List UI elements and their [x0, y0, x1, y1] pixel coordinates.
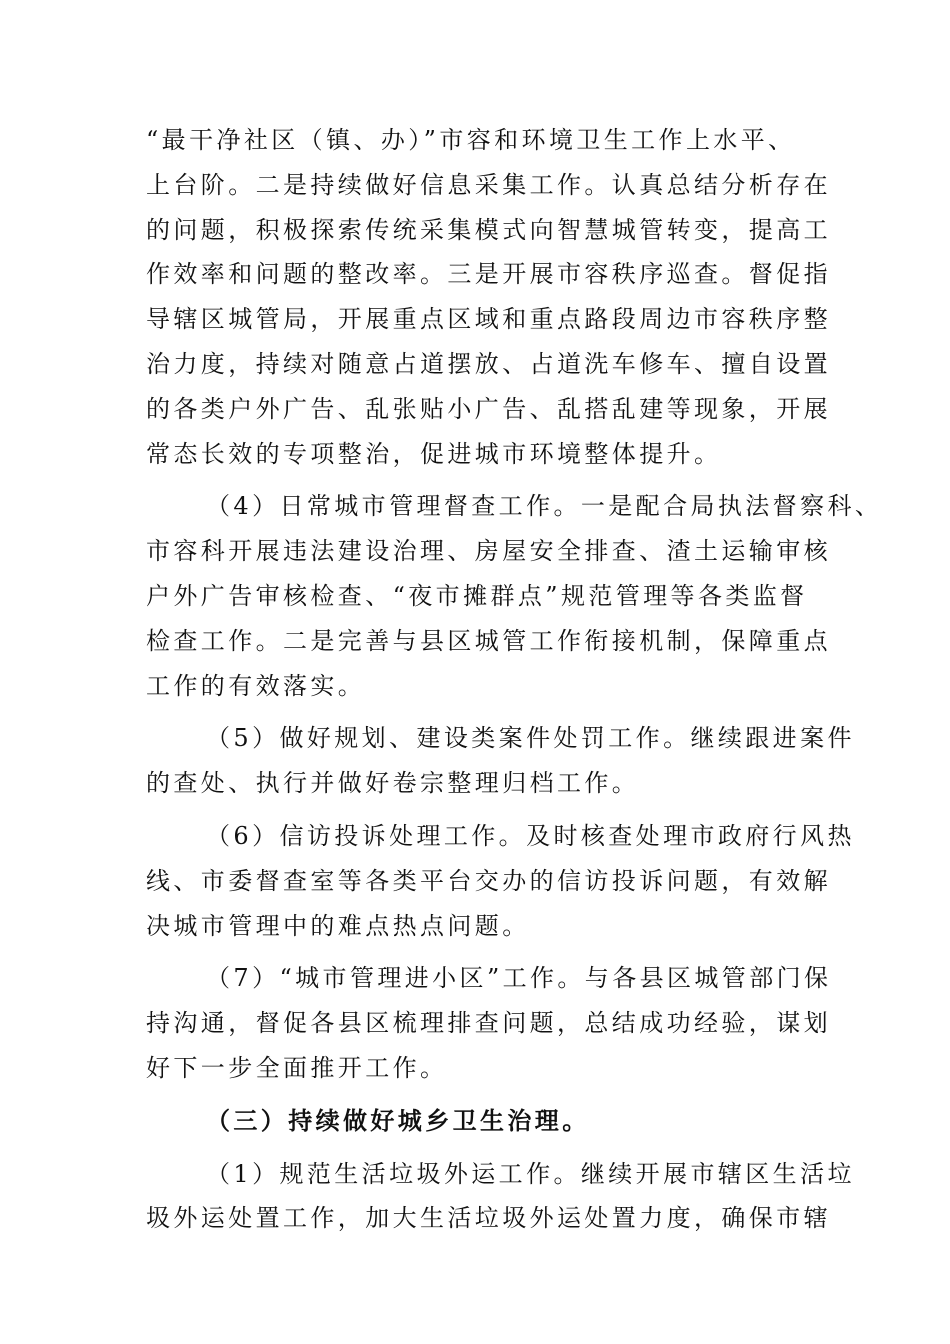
- text-line: 导辖区城管局，开展重点区域和重点路段周边市容秩序整: [146, 305, 831, 334]
- text-line: 检查工作。二是完善与县区城管工作衔接机制，保障重点: [146, 626, 831, 655]
- text-line: 户外广告审核检查、“夜市摊群点”规范管理等各类监督: [146, 581, 808, 610]
- paragraph-start-line: （6）信访投诉处理工作。及时核查处理市政府行风热: [206, 821, 855, 850]
- text-line: 工作的有效落实。: [146, 671, 366, 700]
- paragraph-start-line: （1）规范生活垃圾外运工作。继续开展市辖区生活垃: [206, 1159, 855, 1188]
- document-body: [146, 118, 883, 1241]
- text-line: 好下一步全面推开工作。: [146, 1053, 448, 1082]
- paragraph-start-line: （5）做好规划、建设类案件处罚工作。继续跟进案件: [206, 724, 855, 753]
- text-line: 线、市委督查室等各类平台交办的信访投诉问题，有效解: [146, 866, 831, 895]
- text-line: 持沟通，督促各县区梳理排查问题，总结成功经验，谋划: [146, 1009, 831, 1038]
- text-line: 作效率和问题的整改率。三是开展市容秩序巡查。督促指: [146, 260, 831, 289]
- text-line: 圾外运处置工作，加大生活垃圾外运处置力度，确保市辖: [146, 1204, 831, 1233]
- text-line: 常态长效的专项整治，促进城市环境整体提升。: [146, 439, 722, 468]
- text-line: 上台阶。二是持续做好信息采集工作。认真总结分析存在: [146, 170, 831, 199]
- paragraph-start-line: （7）“城市管理进小区”工作。与各县区城管部门保: [206, 964, 832, 993]
- text-line: “最干净社区（镇、办）”市容和环境卫生工作上水平、: [146, 126, 796, 154]
- text-line: 的问题，积极探索传统采集模式向智慧城管转变，提高工: [146, 215, 831, 244]
- text-line: 的各类户外广告、乱张贴小广告、乱搭乱建等现象，开展: [146, 394, 831, 423]
- text-line: 决城市管理中的难点热点问题。: [146, 911, 530, 940]
- section-heading: （三）持续做好城乡卫生治理。: [206, 1105, 590, 1135]
- text-line: 的查处、执行并做好卷宗整理归档工作。: [146, 769, 640, 798]
- paragraph-start-line: （4）日常城市管理督查工作。一是配合局执法督察科、: [206, 492, 883, 521]
- text-line: 市容科开展违法建设治理、房屋安全排查、渣土运输审核: [146, 537, 831, 566]
- text-line: 治力度，持续对随意占道摆放、占道洗车修车、擅自设置: [146, 349, 831, 378]
